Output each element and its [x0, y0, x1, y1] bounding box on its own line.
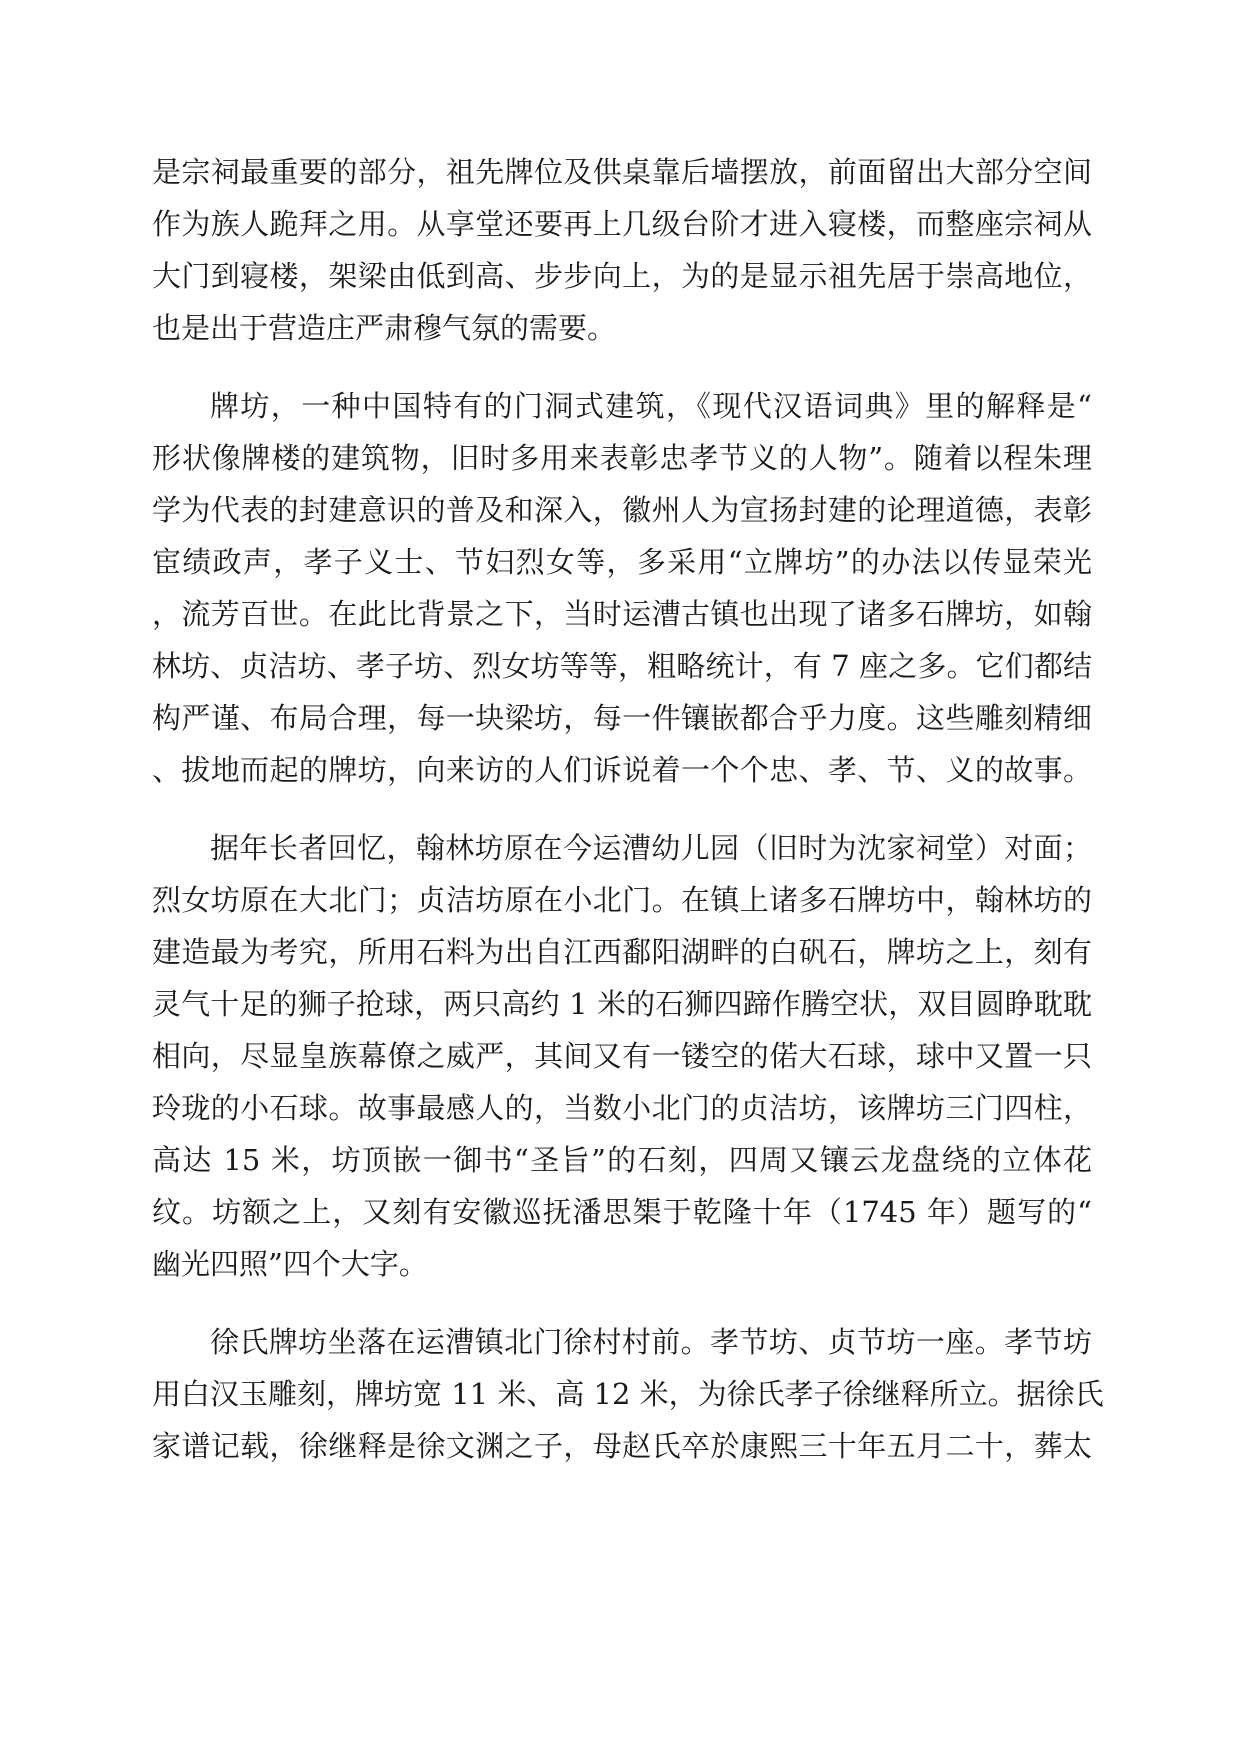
text-line: 徐氏牌坊坐落在运漕镇北门徐村村前。孝节坊、贞节坊一座。孝节坊: [210, 1325, 1092, 1359]
paragraph-spacing: [152, 796, 1092, 822]
text-line: 用白汉玉雕刻，牌坊宽 11 米、高 12 米，为徐氏孝子徐继释所立。据徐氏: [152, 1377, 1104, 1411]
text-line: 宦绩政声，孝子义士、节妇烈女等，多采用“立牌坊”的办法以传显荣光: [152, 545, 1092, 579]
text-line: 高达 15 米，坊顶嵌一御书“圣旨”的石刻，四周又镶云龙盘绕的立体花: [152, 1143, 1092, 1177]
text-line: 建造最为考究，所用石料为出自江西鄱阳湖畔的白矾石，牌坊之上，刻有: [152, 935, 1092, 969]
text-line: 灵气十足的狮子抢球，两只高约 1 米的石狮四蹄作腾空状，双目圆睁耽耽: [152, 987, 1092, 1021]
text-line: 学为代表的封建意识的普及和深入，徽州人为宣扬封建的论理道德，表彰: [152, 493, 1092, 527]
paragraph-spacing: [152, 1290, 1092, 1316]
paragraph-4: [152, 1316, 1104, 1472]
text-line: 玲珑的小石球。故事最感人的，当数小北门的贞洁坊，该牌坊三门四柱，: [152, 1091, 1092, 1125]
document-body: [152, 146, 1104, 1472]
text-line: 牌坊，一种中国特有的门洞式建筑，《现代汉语词典》里的解释是“: [210, 389, 1092, 423]
paragraph-3: [152, 822, 1092, 1290]
text-line: 烈女坊原在大北门；贞洁坊原在小北门。在镇上诸多石牌坊中，翰林坊的: [152, 883, 1092, 917]
paragraph-2: [152, 380, 1092, 796]
paragraph-spacing: [152, 354, 1092, 380]
text-line: 林坊、贞洁坊、孝子坊、烈女坊等等，粗略统计，有 7 座之多。它们都结: [152, 649, 1092, 683]
text-line: 纹。坊额之上，又刻有安徽巡抚潘思榘于乾隆十年（1745 年）题写的“: [152, 1195, 1092, 1229]
text-line: 相向，尽显皇族幕僚之威严，其间又有一镂空的偌大石球，球中又置一只: [152, 1039, 1092, 1073]
text-line: 是宗祠最重要的部分，祖先牌位及供桌靠后墙摆放，前面留出大部分空间: [152, 155, 1092, 189]
text-line: 家谱记载，徐继释是徐文渊之子，母赵氏卒於康熙三十年五月二十，葬太: [152, 1429, 1092, 1463]
text-line: 也是出于营造庄严肃穆气氛的需要。: [152, 311, 617, 345]
text-line: 大门到寝楼，架梁由低到高、步步向上，为的是显示祖先居于崇高地位，: [152, 259, 1092, 293]
text-line: ，流芳百世。在此比背景之下，当时运漕古镇也出现了诸多石牌坊，如翰: [152, 597, 1092, 631]
paragraph-1: [152, 146, 1092, 354]
text-line: 、拔地而起的牌坊，向来访的人们诉说着一个个忠、孝、节、义的故事。: [152, 753, 1092, 787]
text-line: 形状像牌楼的建筑物，旧时多用来表彰忠孝节义的人物”。随着以程朱理: [152, 441, 1092, 475]
text-line: 幽光四照”四个大字。: [152, 1247, 428, 1281]
text-line: 据年长者回忆，翰林坊原在今运漕幼儿园（旧时为沈家祠堂）对面；: [210, 831, 1092, 865]
text-line: 作为族人跪拜之用。从享堂还要再上几级台阶才进入寝楼，而整座宗祠从: [152, 207, 1092, 241]
text-line: 构严谨、布局合理，每一块梁坊，每一件镶嵌都合乎力度。这些雕刻精细: [152, 701, 1092, 735]
